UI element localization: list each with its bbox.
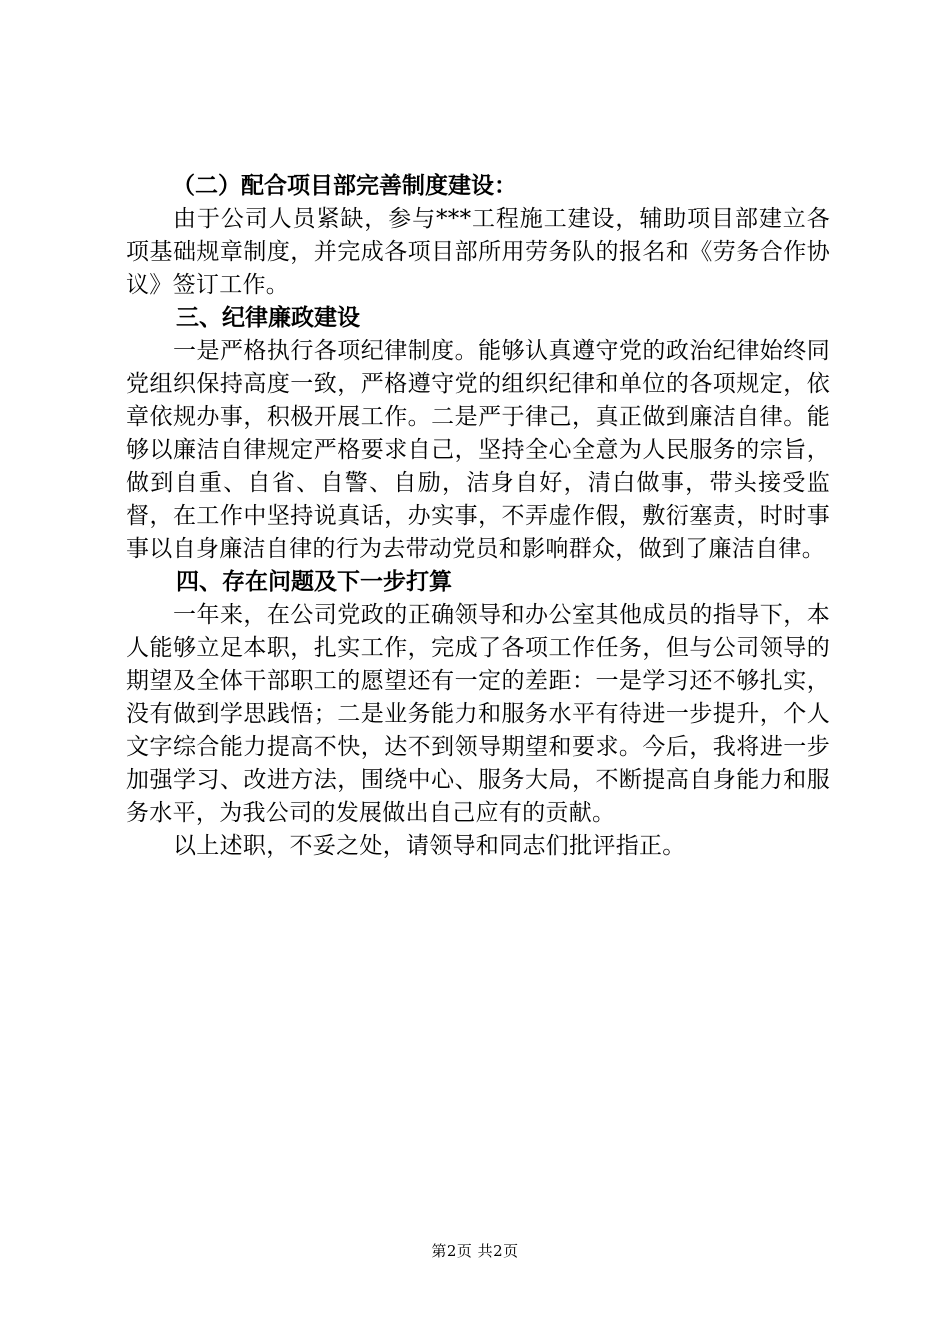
paragraph-discipline: 一是严格执行各项纪律制度。能够认真遵守党的政治纪律始终同党组织保持高度一致，严格遵守党的组织纪律和单位的各项规定，依章依规办事，积极开展工作。二是严于律己，真正做到廉洁自律。能够以廉洁自律规定严格要求自己，坚持全心全意为人民服务的宗旨，做到自重、自省、自警、自励，洁身自好，清白做事，带头接受监督，在工作中坚持说真话，办实事，不弄虚作假，敷衍塞责，时时事事以自身廉洁自律的行为去带动党员和影响群众，做到了廉洁自律。 [126,338,830,562]
section-heading-institution: （二）配合项目部完善制度建设： [172,173,517,199]
section-heading-discipline: 三、纪律廉政建设 [176,305,360,331]
paragraph-problems: 一年来，在公司党政的正确领导和办公室其他成员的指导下，本人能够立足本职，扎实工作，完成了各项工作任务，但与公司领导的期望及全体干部职工的愿望还有一定的差距：一是学习还不够扎实，没有做到学思践悟；二是业务能力和服务水平有待进一步提升，个人文字综合能力提高不快，达不到领导期望和要求。今后，我将进一步加强学习、改进方法，围绕中心、服务大局，不断提高自身能力和服务水平，为我公司的发展做出自己应有的贡献。 [126,602,830,826]
paragraph-closing: 以上述职，不妥之处，请领导和同志们批评指正。 [173,833,686,859]
section-heading-problems: 四、存在问题及下一步打算 [176,569,452,595]
paragraph-institution: 由于公司人员紧缺，参与***工程施工建设，辅助项目部建立各项基础规章制度，并完成各项目部所用劳务队的报名和《劳务合作协议》签订工作。 [126,206,830,298]
document-body [126,170,830,863]
page-number-footer: 第2页 共2页 [431,1242,519,1260]
